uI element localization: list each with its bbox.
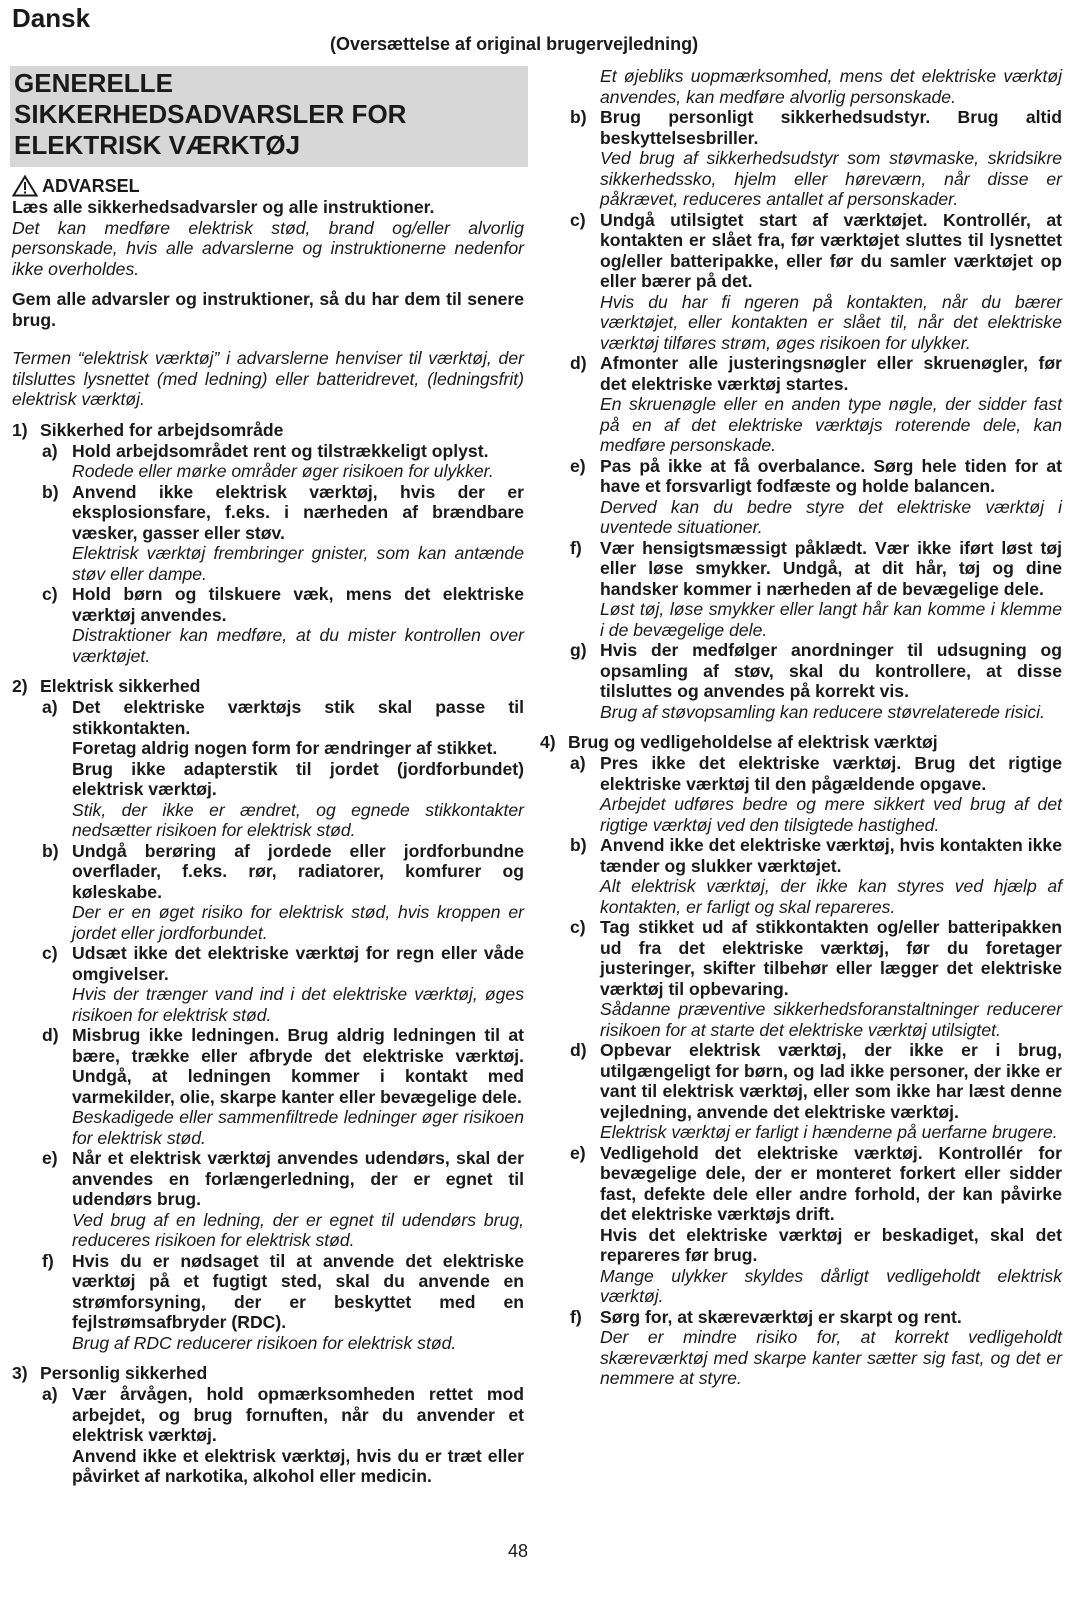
warning-consequence: Det kan medføre elektrisk stød, brand og/eller alvorlig personskade, hvis alle advarslerne og instruktionerne nedenfor ikke overholdes. — [12, 217, 524, 279]
s3-item-f: f) Vær hensigtsmæssigt påklædt. Vær ikke iført løst tøj eller løse smykker. Undgå, at dit hår, tøj og dine handsker kommer i nærheden af de bevægelige dele. Løst tøj, løse smykker eller langt hår kan komme i klemme i de bevægelige dele. — [570, 537, 1062, 640]
s3-item-g: g) Hvis der medfølger anordninger til udsugning og opsamling af støv, skal du kontrollere, at disse tilsluttes og anvendes på korrekt vis. Brug af støvopsamling kan reducere støvrelaterede risici. — [570, 640, 1062, 722]
s1-item-c: c) Hold børn og tilskuere væk, mens det elektriske værktøj anvendes. Distraktioner kan medføre, at du mister kontrollen over værktøjet. — [42, 584, 524, 666]
warning-heading — [12, 175, 524, 197]
s2-item-a: a) Det elektriske værktøjs stik skal passe til stikkontakten. Foretag aldrig nogen form for ændringer af stikket. Brug ikke adapterstik til jordet (jordforbundet) elektrisk værktøj. Stik, der ikke er ændret, og egnede stikkontakter nedsætter risikoen for elektrisk stød. — [42, 697, 524, 840]
s4-item-c: c) Tag stikket ud af stikkontakten og/eller batteripakken ud fra det elektriske værktøj, før du foretager justeringer, skifter tilbehør eller lægger det elektriske værktøj til opbevaring. Sådanne præventive sikkerhedsforanstaltninger reducerer risikoen for at starte det elektriske værktøj utilsigtet. — [570, 917, 1062, 1040]
right-column — [540, 66, 1062, 1389]
s3-item-d: d) Afmonter alle justeringsnøgler eller skruenøgler, før det elektriske værktøj startes. En skruenøgle eller en anden type nøgle, der sidder fast på en af det elektriske værktøjs roterende dele, kan medføre personskade. — [570, 353, 1062, 455]
warning-read-all: Læs alle sikkerhedsadvarsler og alle instruktioner. — [12, 197, 435, 217]
s3-item-e: e) Pas på ikke at få overbalance. Sørg hele tiden for at have et forsvarligt fodfæste og holde balancen. Derved kan du bedre styre det elektriske værktøj i uventede situationer. — [570, 455, 1062, 537]
warning-triangle-icon — [12, 175, 38, 197]
section-3-heading: 3) Personlig sikkerhed — [12, 1363, 208, 1383]
s3-item-c: c) Undgå utilsigtet start af værktøjet. Kontrollér, at kontakten er slået fra, før værktøjet sluttes til lysnettet og/eller batteripakke, eller før du samler værktøjet op eller bærer på det. Hvis du har fi ngeren på kontakten, når du bærer værktøjet, eller kontakten er slået til, når det elektriske værktøj tilføres strøm, øges risikoen for ulykker. — [570, 209, 1062, 353]
warning-term: Termen “elektrisk værktøj” i advarslerne henviser til værktøj, der tilsluttes lysnettet (med ledning) eller batteridrevet, (ledningsfrit) elektrisk værktøj. — [12, 348, 524, 409]
s2-item-e: e) Når et elektrisk værktøj anvendes udendørs, skal der anvendes en forlængerledning, der er egnet til udendørs brug. Ved brug af en ledning, der er egnet til udendørs brug, reduceres risikoen for elektrisk stød. — [42, 1148, 524, 1250]
section-title — [10, 66, 528, 167]
s4-item-b: b) Anvend ikke det elektriske værktøj, hvis kontakten ikke tænder og slukker værktøjet. Alt elektrisk værktøj, der ikke kan styres ved hjælp af kontakten, er farligt og skal repareres. — [570, 835, 1062, 917]
section-1-heading: 1) Sikkerhed for arbejdsområde — [12, 419, 284, 440]
title-line-1: GENERELLE — [14, 68, 173, 98]
warning-label: ADVARSEL — [42, 176, 140, 196]
s3-item-b: b) Brug personligt sikkerhedsudstyr. Brug altid beskyttelsesbriller. Ved brug af sikkerhedsudstyr som støvmaske, skridsikre sikkerhedssko, hjelm eller høreværn, når disse er påkrævet, reduceres antallet af personskader. — [570, 107, 1062, 209]
s2-item-d: d) Misbrug ikke ledningen. Brug aldrig ledningen til at bære, trække eller afbryde det elektriske værktøj. Undgå, at ledningen kommer i kontakt med varmekilder, olie, skarpe kanter eller bevægelige dele. Beskadigede eller sammenfiltrede ledninger øger risikoen for elektrisk stød. — [42, 1025, 524, 1148]
s1-item-b: b) Anvend ikke elektrisk værktøj, hvis der er eksplosionsfare, f.eks. i nærheden af brændbare væsker, gasser eller støv. Elektrisk værktøj frembringer gnister, som kan antænde støv eller dampe. — [42, 481, 524, 584]
s4-item-e: e) Vedligehold det elektriske værktøj. Kontrollér for bevægelige dele, der er monteret forkert eller sidder fast, defekte dele eller andre forhold, der kan påvirke det elektriske værktøjs drift. Hvis det elektriske værktøj er beskadiget, skal det repareres før brug. Mange ulykker skyldes dårligt vedligeholdt elektrisk værktøj. — [570, 1142, 1062, 1306]
title-line-3: ELEKTRISK VÆRKTØJ — [14, 130, 301, 160]
s1-item-a: a) Hold arbejdsområdet rent og tilstrækkeligt oplyst. Rodede eller mørke områder øger risikoen for ulykker. — [42, 440, 494, 481]
s4-item-d: d) Opbevar elektrisk værktøj, der ikke er i brug, utilgængeligt for børn, og lad ikke personer, der ikke er vant til elektrisk værktøj, eller som ikke har læst denne vejledning, anvende det elektriske værktøj. Elektrisk værktøj er farligt i hænderne på uerfarne brugere. — [570, 1040, 1062, 1142]
section-2-heading: 2) Elektrisk sikkerhed — [12, 676, 201, 696]
s2-item-b: b) Undgå berøring af jordede eller jordforbundne overflader, f.eks. rør, radiatorer, komfurer og køleskabe. Der er en øget risiko for elektrisk stød, hvis kroppen er jordet eller jordforbundet. — [42, 840, 524, 943]
s2-item-f: f) Hvis du er nødsaget til at anvende det elektriske værktøj på et fugtigt sted, skal du anvende en strømforsyning, der er beskyttet med en fejlstrømsafbryder (RDC). Brug af RDC reducerer risikoen for elektrisk stød. — [42, 1250, 524, 1353]
language-label: Dansk — [12, 3, 91, 33]
title-line-2: SIKKERHEDSADVARSLER FOR — [14, 99, 407, 129]
page-number: 48 — [508, 1541, 529, 1561]
warning-keep: Gem alle advarsler og instruktioner, så du har dem til senere brug. — [12, 289, 524, 330]
s3-item-a-cont: Et øjebliks uopmærksomhed, mens det elektriske værktøj anvendes, kan medføre alvorlig personskade. — [600, 66, 1062, 107]
section-4-heading: 4) Brug og vedligeholdelse af elektrisk værktøj — [540, 732, 938, 752]
s4-item-a: a) Pres ikke det elektriske værktøj. Brug det rigtige elektriske værktøj til den pågældende opgave. Arbejdet udføres bedre og mere sikkert ved brug af det rigtige værktøj ved den tilsigtede hastighed. — [570, 753, 1062, 835]
left-column — [12, 66, 524, 1487]
s2-item-c: c) Udsæt ikke det elektriske værktøj for regn eller våde omgivelser. Hvis der trænger vand ind i det elektriske værktøj, øges risikoen for elektrisk stød. — [42, 943, 524, 1025]
s4-item-f: f) Sørg for, at skæreværktøj er skarpt og rent. Der er mindre risiko for, at korrekt vedligeholdt skæreværktøj med skarpe kanter sætter sig fast, og det er nemmere at styre. — [570, 1306, 1062, 1388]
s3-item-a: a) Vær årvågen, hold opmærksomheden rettet mod arbejdet, og brug fornuften, når du anvender et elektrisk værktøj. Anvend ikke et elektrisk værktøj, hvis du er træt eller påvirket af narkotika, alkohol eller medicin. — [42, 1384, 524, 1486]
translation-note: (Oversættelse af original brugervejledning) — [330, 34, 699, 54]
